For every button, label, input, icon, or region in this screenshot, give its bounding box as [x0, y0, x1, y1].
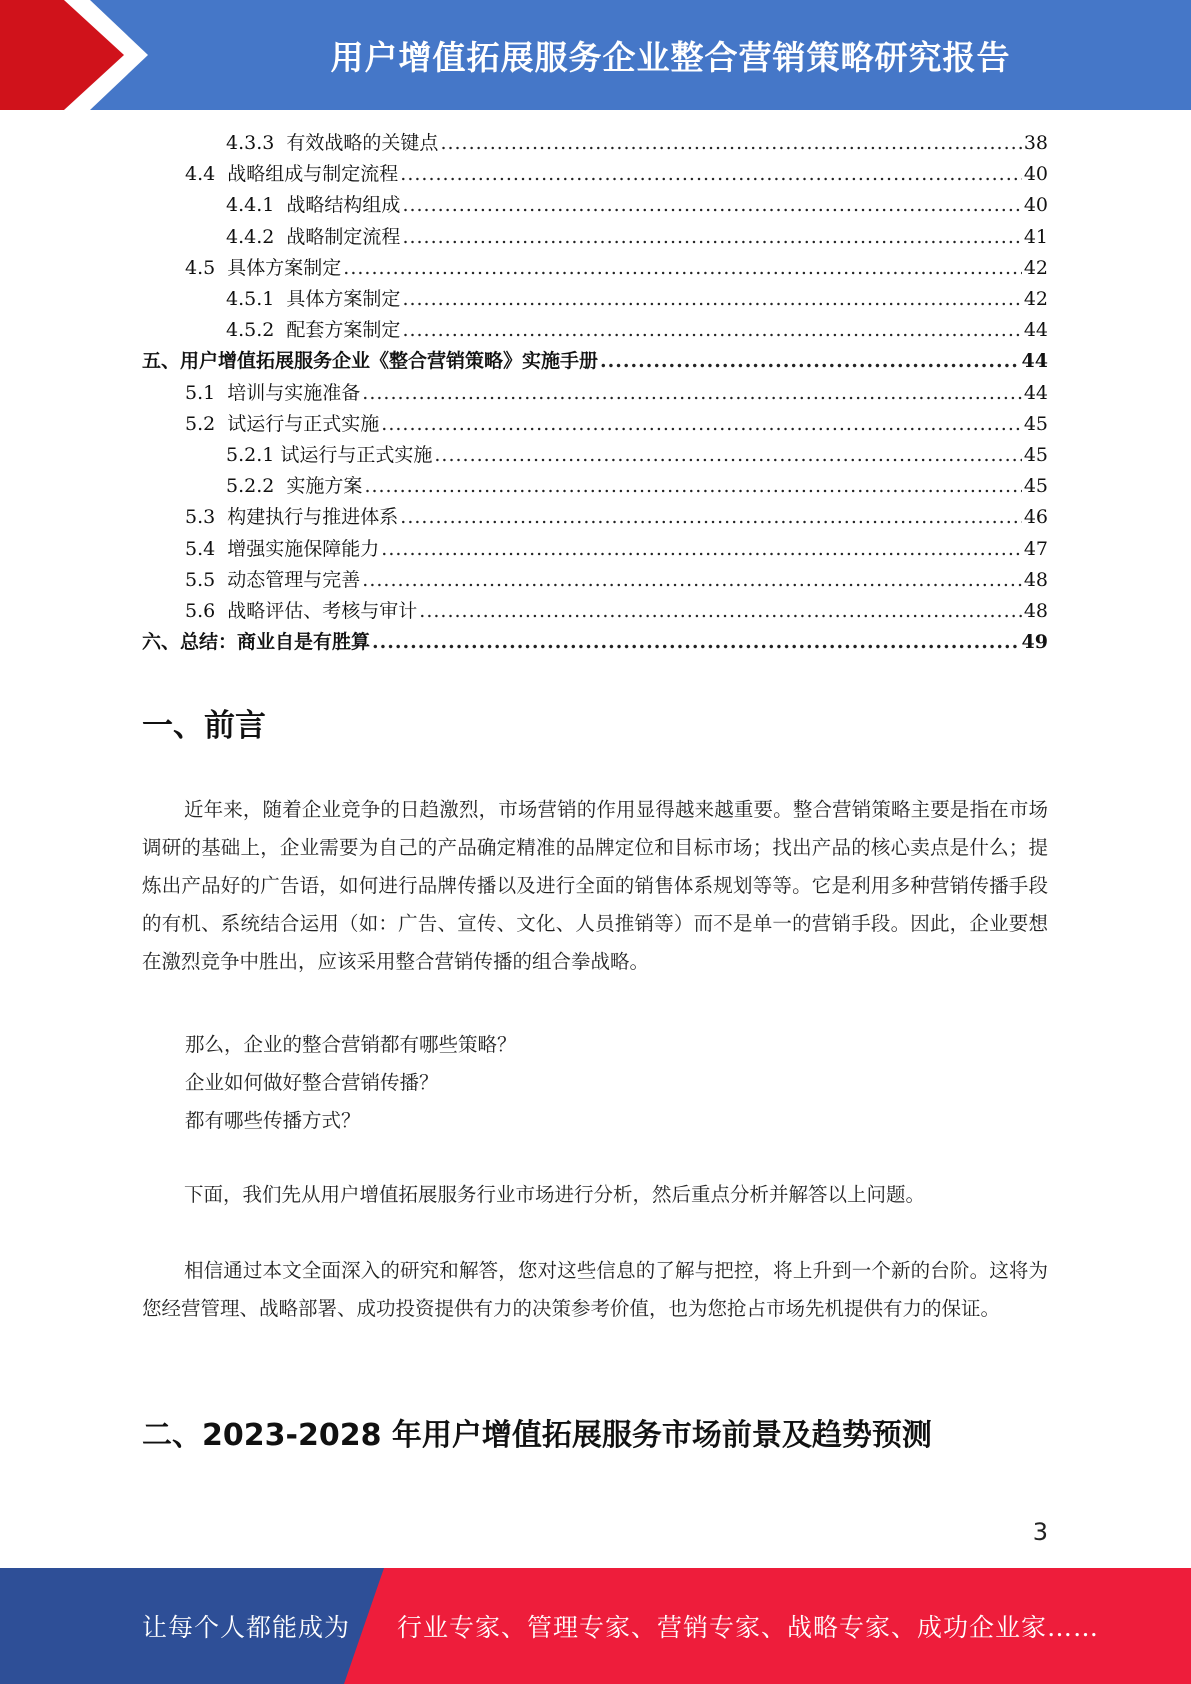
toc-entry-page: 42	[1023, 288, 1048, 310]
toc-entry-label: 4.5 具体方案制定	[185, 256, 342, 279]
toc-entry-label: 5.6 战略评估、考核与审计	[185, 600, 418, 622]
toc-entry-page: 42	[1023, 256, 1048, 279]
toc-entry[interactable]	[142, 253, 1048, 281]
toc-entry-page: 38	[1023, 132, 1048, 154]
toc-entry-page: 44	[1021, 350, 1048, 373]
footer-slogan-right: 行业专家、管理专家、营销专家、战略专家、成功企业家……	[397, 1613, 1100, 1642]
toc-entry[interactable]	[142, 440, 1048, 468]
toc-leader-dots	[362, 382, 1022, 404]
toc-entry-label: 4.4.2 战略制定流程	[226, 225, 401, 248]
toc-entry-page: 45	[1023, 475, 1048, 498]
toc-entry[interactable]	[142, 315, 1048, 343]
toc-entry[interactable]	[142, 409, 1048, 437]
toc-entry-page: 48	[1023, 568, 1048, 591]
toc-entry-label: 5.2.2 实施方案	[226, 475, 363, 498]
toc-entry-label: 4.4 战略组成与制定流程	[185, 163, 399, 186]
toc-entry[interactable]	[142, 190, 1048, 218]
toc-entry-page: 45	[1023, 412, 1048, 435]
page-number: 3	[1032, 1518, 1048, 1546]
toc-entry-label: 五、用户增值拓展服务企业《整合营销策略》实施手册	[142, 350, 599, 373]
toc-entry[interactable]	[142, 627, 1048, 655]
toc-entry-page: 49	[1021, 631, 1048, 654]
toc-leader-dots	[372, 631, 1020, 653]
toc-entry-page: 41	[1023, 225, 1048, 248]
toc-leader-dots	[400, 163, 1022, 185]
toc-entry-label: 5.2 试运行与正式实施	[185, 412, 380, 435]
toc-entry-label: 4.4.1 战略结构组成	[226, 194, 401, 217]
toc-entry-page: 48	[1023, 600, 1048, 622]
toc-leader-dots	[419, 600, 1022, 622]
toc-leader-dots	[434, 444, 1021, 466]
section-heading-preface: 一、前言	[142, 708, 266, 744]
section-heading-forecast: 二、2023-2028 年用户增值拓展服务市场前景及趋势预测	[142, 1418, 932, 1453]
toc-leader-dots	[600, 350, 1020, 372]
toc-entry[interactable]	[142, 565, 1048, 593]
toc-entry-label: 5.5 动态管理与完善	[185, 568, 361, 591]
toc-leader-dots	[440, 132, 1021, 154]
toc-entry[interactable]	[142, 534, 1048, 562]
toc-leader-dots	[402, 194, 1021, 216]
toc-entry-label: 5.1 培训与实施准备	[185, 381, 361, 404]
toc-leader-dots	[364, 475, 1021, 497]
toc-entry-label: 4.5.1 具体方案制定	[226, 288, 401, 310]
toc-entry-page: 46	[1023, 506, 1048, 529]
toc-entry[interactable]	[142, 128, 1048, 156]
toc-entry-label: 5.2.1 试运行与正式实施	[226, 444, 433, 466]
toc-entry-label: 5.3 构建执行与推进体系	[185, 506, 399, 529]
page-header	[0, 0, 1191, 110]
footer-slogan-left: 让每个人都能成为	[142, 1613, 351, 1642]
toc-entry[interactable]	[142, 471, 1048, 499]
toc-entry-page: 40	[1023, 194, 1048, 217]
preface-paragraph-2: 下面，我们先从用户增值拓展服务行业市场进行分析，然后重点分析并解答以上问题。	[184, 1183, 926, 1206]
toc-leader-dots	[381, 538, 1022, 560]
toc-entry-label: 六、总结：商业自是有胜算	[142, 631, 371, 654]
question-2: 企业如何做好整合营销传播？	[185, 1071, 439, 1094]
toc-entry-page: 47	[1023, 537, 1048, 560]
toc-entry[interactable]	[142, 502, 1048, 530]
report-title: 用户增值拓展服务企业整合营销策略研究报告	[330, 37, 1011, 77]
preface-paragraph-1: 近年来，随着企业竞争的日趋激烈，市场营销的作用显得越来越重要。整合营销策略主要是指在市场调研的基础上，企业需要为自己的产品确定精准的品牌定位和目标市场；找出产品的核心卖点是什么；提炼出产品好的广告语，如何进行品牌传播以及进行全面的销售体系规划等等。它是利用多种营销传播手段的有机、系统结合运用（如：广告、宣传、文化、人员推销等）而不是单一的营销手段。因此，企业要想在激烈竞争中胜出，应该采用整合营销传播的组合拳战略。	[142, 798, 1048, 973]
header-arrow-icon	[0, 0, 160, 110]
toc-entry[interactable]	[142, 284, 1048, 312]
toc-entry-page: 40	[1023, 163, 1048, 186]
toc-leader-dots	[400, 506, 1022, 528]
toc-entry[interactable]	[142, 159, 1048, 187]
toc-leader-dots	[402, 288, 1021, 310]
toc-entry-page: 45	[1023, 444, 1048, 466]
toc-entry-page: 44	[1023, 319, 1048, 342]
toc-entry[interactable]	[142, 378, 1048, 406]
toc-leader-dots	[362, 569, 1022, 591]
toc-leader-dots	[381, 413, 1022, 435]
page-footer	[0, 1568, 1191, 1684]
toc-leader-dots	[402, 319, 1021, 341]
toc-entry[interactable]	[142, 222, 1048, 250]
toc-entry[interactable]	[142, 596, 1048, 624]
toc-entry-label: 4.5.2 配套方案制定	[226, 319, 401, 342]
toc-leader-dots	[402, 226, 1021, 248]
question-3: 都有哪些传播方式？	[185, 1109, 361, 1132]
toc-entry-label: 4.3.3 有效战略的关键点	[226, 132, 439, 154]
toc-entry-page: 44	[1023, 381, 1048, 404]
toc-leader-dots	[343, 257, 1022, 279]
toc-entry[interactable]	[142, 346, 1048, 374]
toc-entry-label: 5.4 增强实施保障能力	[185, 537, 380, 560]
preface-paragraph-3: 相信通过本文全面深入的研究和解答，您对这些信息的了解与把控，将上升到一个新的台阶。这将为您经营管理、战略部署、成功投资提供有力的决策参考价值，也为您抢占市场先机提供有力的保证。	[142, 1259, 1048, 1320]
question-1: 那么，企业的整合营销都有哪些策略？	[185, 1033, 517, 1056]
